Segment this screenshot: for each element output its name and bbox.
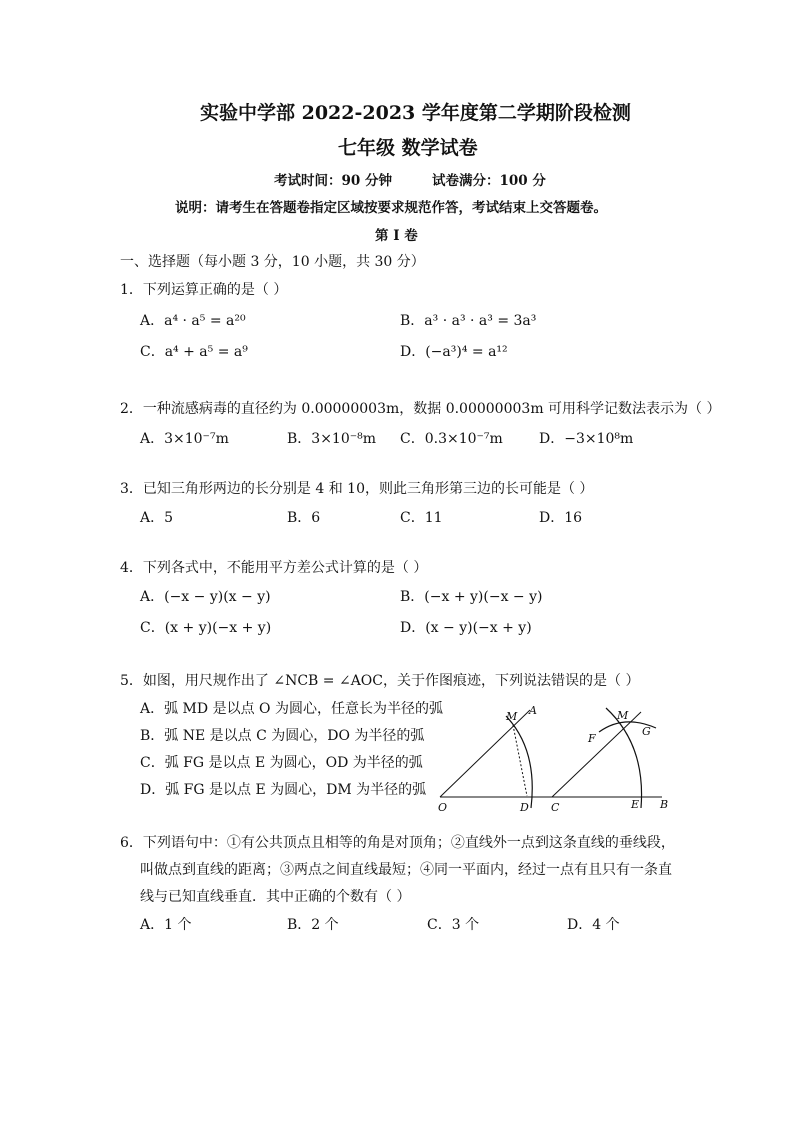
instructions: 说明：请考生在答题卷指定区域按要求规范作答，考试结束上交答题卷。 bbox=[175, 200, 607, 216]
exam-title: 实验中学部 2022-2023 学年度第二学期阶段检测 bbox=[200, 102, 631, 124]
question-4-option-c: C．(x + y)(−x + y) bbox=[140, 620, 272, 636]
question-6-option-b: B．2 个 bbox=[287, 917, 339, 933]
exam-subtitle: 七年级 数学试卷 bbox=[338, 137, 478, 159]
question-3-option-d: D．16 bbox=[539, 510, 583, 526]
question-6-option-c: C．3 个 bbox=[427, 917, 480, 933]
question-4-option-a: A．(−x − y)(x − y) bbox=[140, 589, 271, 605]
question-6-stem-line-2: 叫做点到直线的距离；③两点之间直线最短；④同一平面内，经过一点有且只有一条直 bbox=[140, 862, 672, 878]
exam-time: 考试时间：90 分钟 bbox=[274, 173, 392, 189]
question-2-option-b: B．3×10⁻⁸m bbox=[287, 431, 377, 447]
question-3-option-b: B．6 bbox=[287, 510, 321, 526]
question-5-option-c: C．弧 FG 是以点 E 为圆心，OD 为半径的弧 bbox=[140, 755, 423, 771]
label-m-right: M bbox=[617, 709, 629, 722]
question-2-option-a: A．3×10⁻⁷m bbox=[140, 431, 229, 447]
question-4-option-b: B．(−x + y)(−x − y) bbox=[400, 589, 543, 605]
label-d: D bbox=[520, 801, 529, 814]
question-3-stem: 3．已知三角形两边的长分别是 4 和 10，则此三角形第三边的长可能是（ ） bbox=[120, 481, 594, 497]
question-5-option-b: B．弧 NE 是以点 C 为圆心，DO 为半径的弧 bbox=[140, 728, 425, 744]
question-5-option-a: A．弧 MD 是以点 O 为圆心，任意长为半径的弧 bbox=[140, 701, 443, 717]
question-4-option-d: D．(x − y)(−x + y) bbox=[400, 620, 532, 636]
question-6-stem-line-1: 6．下列语句中：①有公共顶点且相等的角是对顶角；②直线外一点到这条直线的垂线段， bbox=[120, 835, 675, 851]
volume-label: 第 I 卷 bbox=[375, 228, 418, 244]
question-2-option-d: D．−3×10⁸m bbox=[539, 431, 634, 447]
question-6-option-d: D．4 个 bbox=[567, 917, 620, 933]
question-4-stem: 4．下列各式中，不能用平方差公式计算的是（ ） bbox=[120, 560, 428, 576]
label-b: B bbox=[660, 798, 669, 811]
question-2-stem: 2．一种流感病毒的直径约为 0.00000003m，数据 0.00000003m 可用科学记数法表示为（ ） bbox=[120, 401, 721, 417]
label-o: O bbox=[438, 801, 448, 814]
question-2-option-c: C．0.3×10⁻⁷m bbox=[400, 431, 503, 447]
label-f: F bbox=[588, 732, 596, 745]
question-1-option-d: D．(−a³)⁴ = a¹² bbox=[400, 344, 508, 360]
question-1-option-a: A．a⁴ · a⁵ = a²⁰ bbox=[140, 313, 246, 329]
arc-ne bbox=[606, 708, 642, 808]
full-score: 试卷满分：100 分 bbox=[432, 173, 546, 189]
question-5-option-d: D．弧 FG 是以点 E 为圆心，DM 为半径的弧 bbox=[140, 782, 427, 798]
label-e: E bbox=[631, 798, 640, 811]
construction-figure bbox=[434, 700, 684, 815]
question-1-option-b: B．a³ · a³ · a³ = 3a³ bbox=[400, 313, 537, 329]
question-3-option-c: C．11 bbox=[400, 510, 443, 526]
ray-oa bbox=[440, 710, 530, 797]
label-a: A bbox=[529, 704, 537, 717]
ray-cn bbox=[552, 712, 641, 797]
question-1-option-c: C．a⁴ + a⁵ = a⁹ bbox=[140, 344, 248, 360]
label-c: C bbox=[551, 801, 560, 814]
question-3-option-a: A．5 bbox=[140, 510, 174, 526]
question-5-stem: 5．如图，用尺规作出了 ∠NCB = ∠AOC，关于作图痕迹，下列说法错误的是（ ） bbox=[120, 673, 640, 689]
section-heading: 一、选择题（每小题 3 分，10 小题，共 30 分） bbox=[120, 254, 425, 270]
question-6-option-a: A．1 个 bbox=[140, 917, 192, 933]
question-6-stem-line-3: 线与已知直线垂直．其中正确的个数有（ ） bbox=[140, 889, 411, 905]
label-g: G bbox=[642, 725, 651, 738]
question-1-stem: 1．下列运算正确的是（ ） bbox=[120, 282, 288, 298]
label-m-left: M bbox=[506, 710, 518, 723]
